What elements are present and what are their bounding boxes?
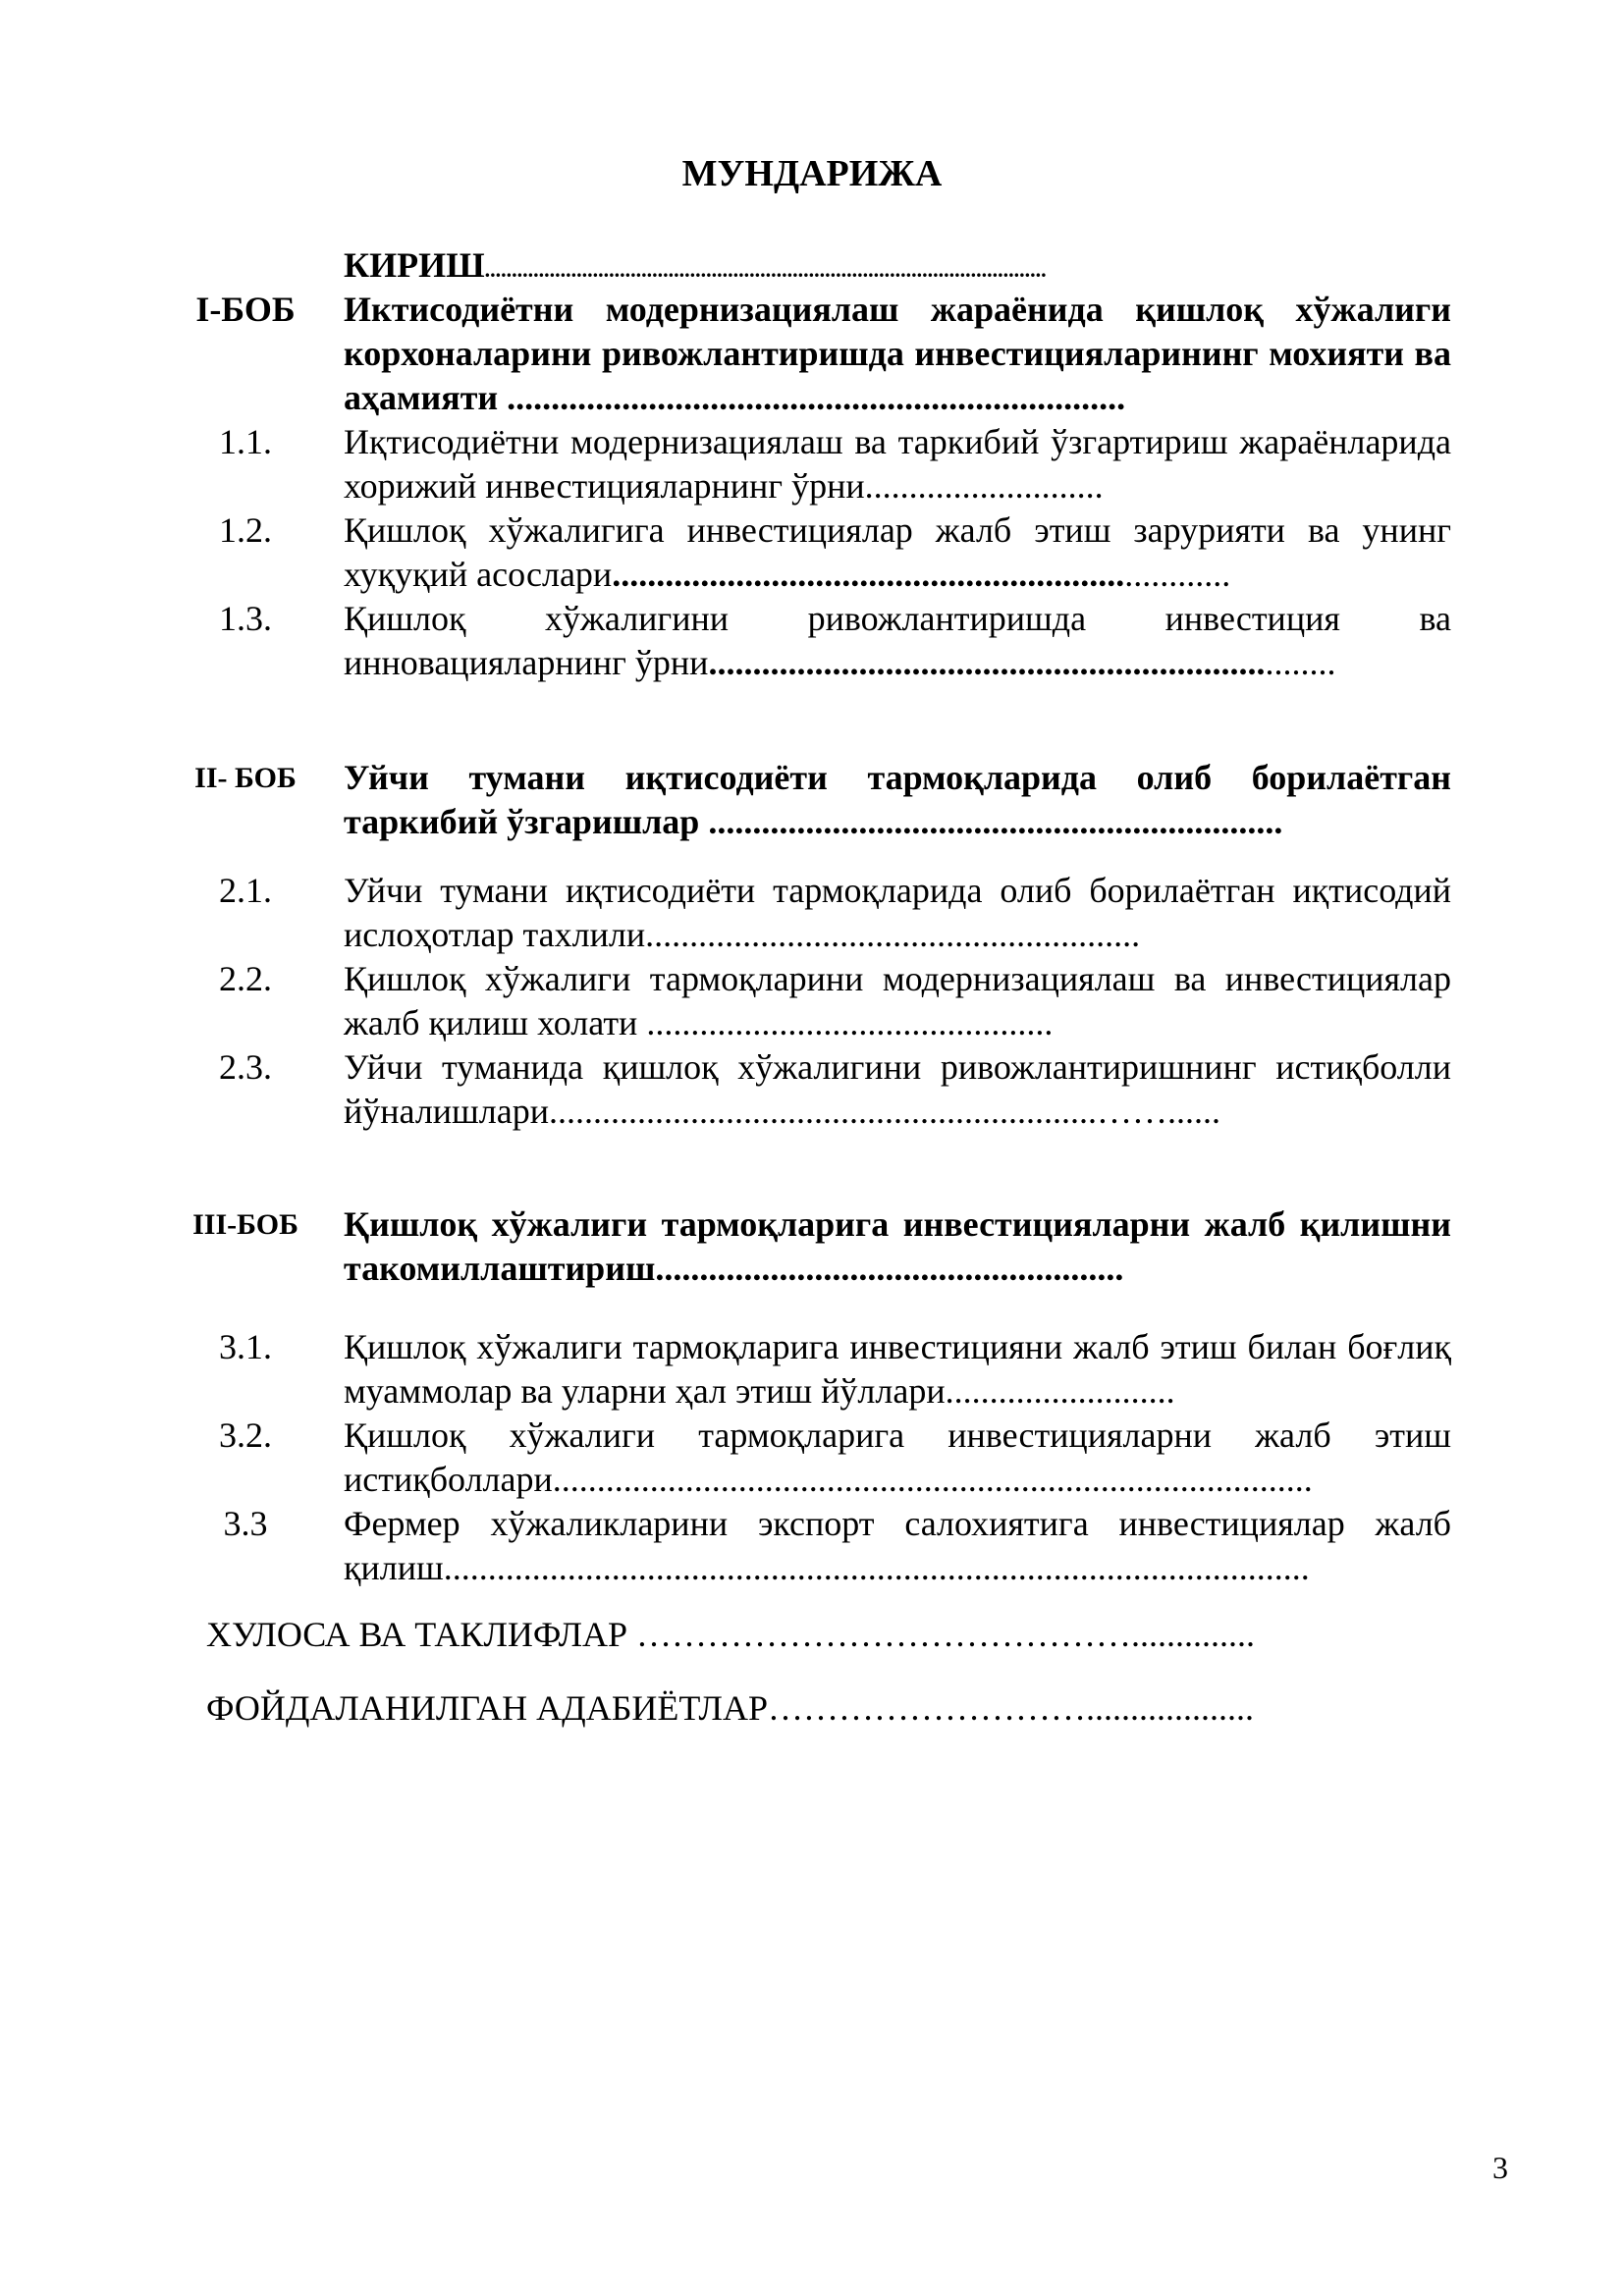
toc-entry-text: Уйчи тумани иқтисодиёти тармоқларида олиб борилаётган таркибий ўзгаришлар ................................................................. <box>344 758 1451 841</box>
dot-leader: ........................................................ <box>645 915 1141 954</box>
toc-entry-references[interactable] <box>206 1686 1254 1731</box>
section-number: 2.3. <box>219 1047 272 1087</box>
toc-entry-text: ХУЛОСА ВА ТАКЛИФЛАР <box>206 1615 637 1654</box>
chapter-label: I-БОБ <box>195 290 296 329</box>
section-number: 3.2. <box>219 1415 272 1455</box>
dot-leader: ..............................................................……...... <box>549 1092 1220 1131</box>
dot-leader: ...................................................................... <box>507 378 1126 417</box>
dot-leader: ...................................................................................... <box>552 1460 1313 1499</box>
dot-leader: ..................................................... <box>655 1249 1124 1288</box>
toc-entry-text: Қишлоқ хўжалиги тармоқларига инвестицияларни жалб этиш истиқболлари...................................................................................... <box>344 1415 1451 1499</box>
dot-leader: ............ <box>1124 555 1231 594</box>
toc-entry-text: Уйчи тумани иқтисодиёти тармоқларида олиб борилаётган иқтисодий ислоҳотлар тахлили........................................................ <box>344 871 1451 954</box>
toc-entry-text: Қишлоқ хўжалигини ривожлантиришда инвестиция ва инновацияларнинг ўрни....................................................................... <box>344 599 1451 682</box>
section-number: 1.3. <box>219 599 272 638</box>
section-number: 2.2. <box>219 959 272 998</box>
section-number: 1.1. <box>219 422 272 461</box>
toc-entry-text: Уйчи туманида қишлоқ хўжалигини ривожлантиришнинг истиқболли йўналишлари..............................................................……...... <box>344 1047 1451 1131</box>
dot-leader: .................................................................................................. <box>443 1548 1310 1587</box>
section-number: 3.3 <box>223 1504 268 1543</box>
page-title: МУНДАРИЖА <box>681 153 943 194</box>
dot-leader: .............................................. <box>646 1003 1054 1042</box>
dot-leader: ........................... <box>864 466 1104 506</box>
chapter-label: III-БОБ <box>192 1208 298 1241</box>
toc-entry-text: Қишлоқ хўжалигига инвестициялар жалб этиш зарурияти ва унинг хуқуқий асослари...................................................................... <box>344 510 1451 594</box>
chapter-label: II- БОБ <box>194 762 297 794</box>
toc-entry-text: Иктисодиётни модернизациялаш жараёнида қишлоқ хўжалиги корхоналарини ривожлантиришда инвестицияларининг мохияти ва аҳамияти ...................................................................... <box>344 290 1451 417</box>
dot-leader: …………………………………….............. <box>636 1615 1256 1654</box>
toc-entry-text: Фермер хўжаликларини экспорт салохиятига инвестициялар жалб қилиш.................................................................................................. <box>344 1504 1451 1587</box>
toc-entry-text: Қишлоқ хўжалиги тармоқларига инвестицияларни жалб қилишни такомиллаштириш..................................................... <box>344 1204 1451 1288</box>
dot-leader: ........................................................................................................ <box>484 257 1047 282</box>
dot-leader: ................................................................. <box>708 802 1283 841</box>
section-number: 2.1. <box>219 871 272 910</box>
toc-entry-text: Иқтисодиётни модернизациялаш ва таркибий ўзгартириш жараёнларида хорижий инвестицияларнинг ўрни........................... <box>344 422 1451 506</box>
dot-leader: .......................... <box>945 1371 1175 1411</box>
toc-entry-text: Қишлоқ хўжалиги тармоқларига инвестицияни жалб этиш билан боғлиқ муаммолар ва уларни ҳал этиш йўллари.......................... <box>344 1327 1451 1411</box>
toc-entry-text: ФОЙДАЛАНИЛГАН АДАБИЁТЛАР <box>206 1688 768 1728</box>
dot-leader: ........ <box>1265 643 1336 682</box>
dot-leader: ………………………................... <box>768 1688 1254 1728</box>
dot-leader: ............................................................... <box>708 643 1266 682</box>
page-number: 3 <box>1492 2150 1508 2185</box>
section-number: 3.1. <box>219 1327 272 1366</box>
toc-entry-text: Қишлоқ хўжалиги тармоқларини модернизациялаш ва инвестициялар жалб қилиш холати .............................................. <box>344 959 1451 1042</box>
section-number: 1.2. <box>219 510 272 550</box>
toc-entry-text: КИРИШ........................................................................................................ <box>344 245 1047 285</box>
toc-entry-conclusion[interactable] <box>206 1613 1255 1657</box>
dot-leader: .......................................................... <box>612 555 1125 594</box>
